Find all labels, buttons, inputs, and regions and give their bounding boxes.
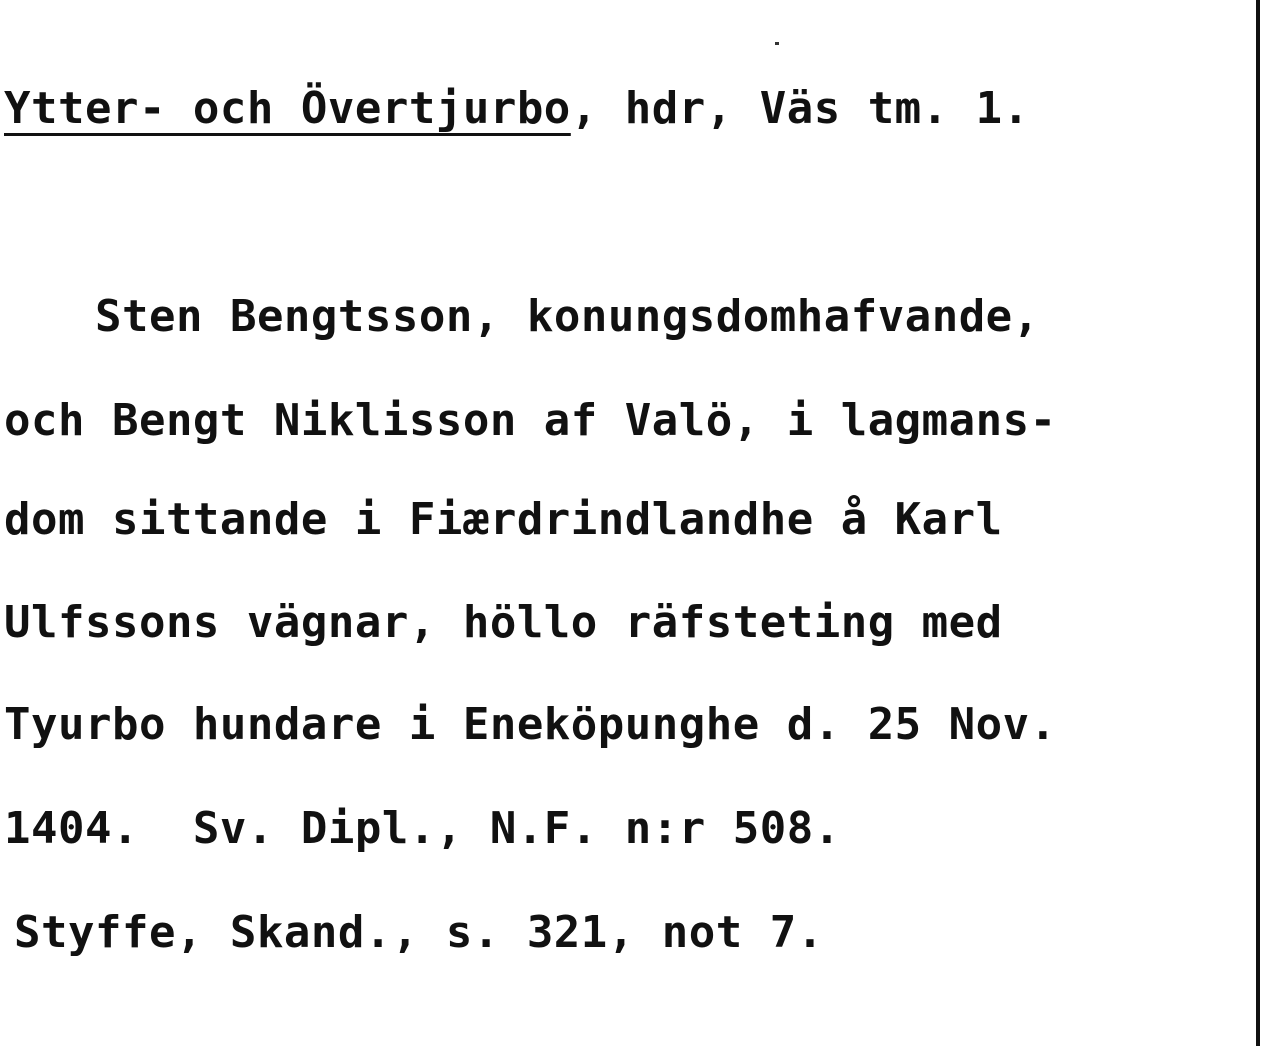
place-name-title: Ytter- och Övertjurbo bbox=[4, 83, 571, 134]
body-line-1: Sten Bengtsson, konungsdomhafvande, bbox=[95, 291, 1040, 342]
body-line-5: Tyurbo hundare i Eneköpunghe d. 25 Nov. bbox=[4, 699, 1057, 750]
literature-reference-line: Styffe, Skand., s. 321, not 7. bbox=[14, 907, 824, 958]
card-right-edge bbox=[1256, 0, 1260, 1046]
source-reference-line: 1404. Sv. Dipl., N.F. n:r 508. bbox=[4, 803, 841, 854]
heading-details: , hdr, Väs tm. 1. bbox=[570, 83, 1030, 134]
body-line-3: dom sittande i Fiærdrindlandhe å Karl bbox=[4, 494, 1003, 545]
body-line-4: Ulfssons vägnar, höllo räfsteting med bbox=[4, 597, 1003, 648]
body-line-2: och Bengt Niklisson af Valö, i lagmans- bbox=[4, 395, 1057, 446]
ink-speck bbox=[775, 42, 779, 45]
card-heading bbox=[4, 84, 1030, 134]
